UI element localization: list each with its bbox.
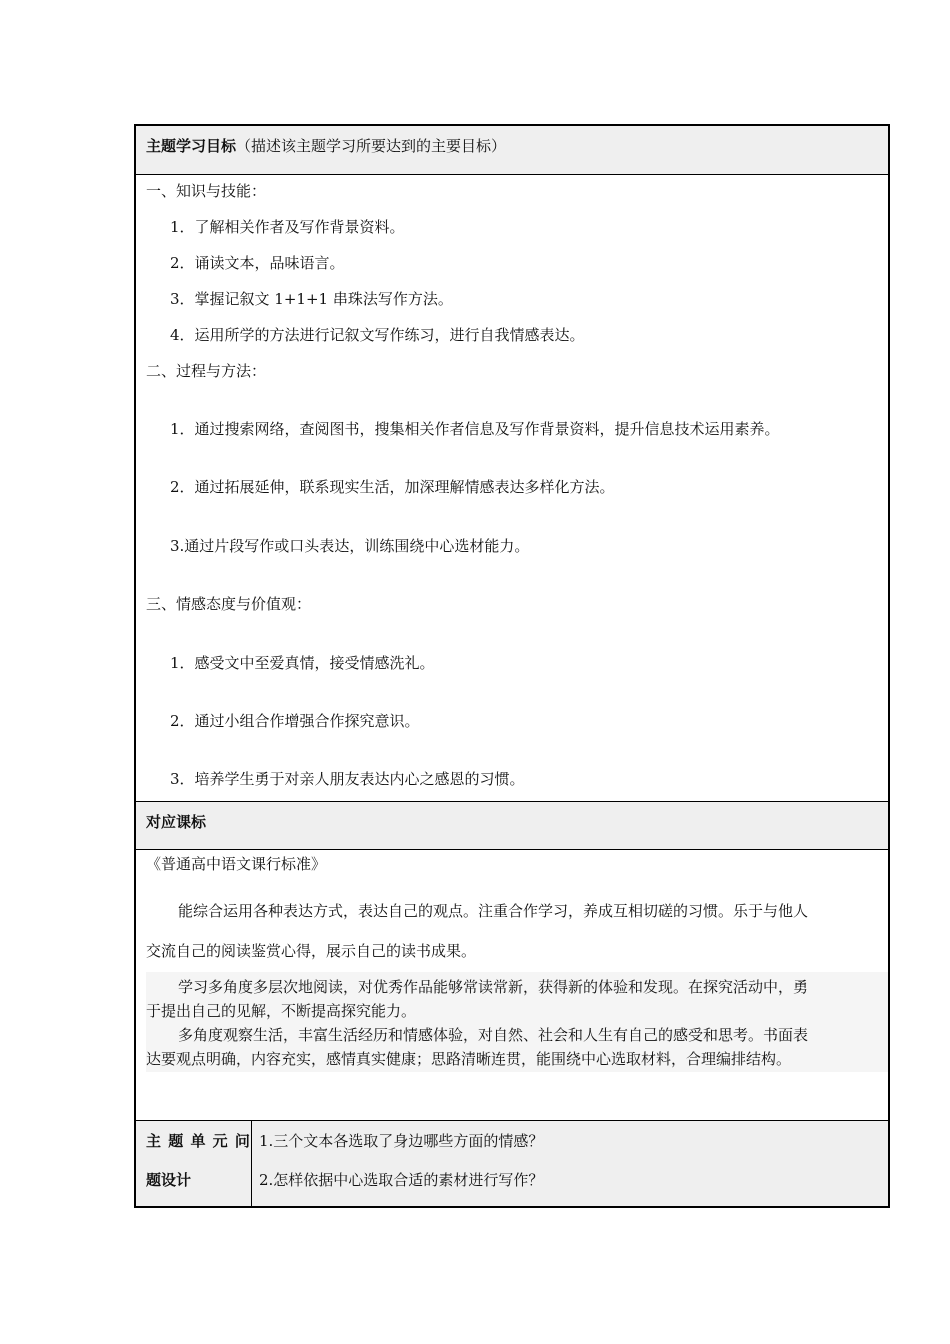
section2-item-3: 3.通过片段写作或口头表达，训练围绕中心选材能力。 bbox=[170, 537, 530, 555]
standards-para2-line1: 学习多角度多层次地阅读，对优秀作品能够常读常新，获得新的体验和发现。在探究活动中，勇 bbox=[178, 978, 809, 996]
section1-item-2: 2．诵读文本，品味语言。 bbox=[170, 254, 345, 272]
section2-item-2: 2．通过拓展延伸，联系现实生活，加深理解情感表达多样化方法。 bbox=[170, 478, 615, 496]
question-item-2: 2.怎样依据中心选取合适的素材进行写作？ bbox=[259, 1171, 544, 1189]
section3-item-2: 2．通过小组合作增强合作探究意识。 bbox=[170, 712, 420, 730]
questions-divider bbox=[251, 1121, 252, 1206]
section2-item-1: 1．通过搜索网络，查阅图书，搜集相关作者信息及写作背景资料，提升信息技术运用素养。 bbox=[170, 420, 780, 438]
questions-label-line2: 题设计 bbox=[146, 1171, 192, 1189]
section1-item-4: 4．运用所学的方法进行记叙文写作练习，进行自我情感表达。 bbox=[170, 326, 585, 344]
questions-label-line1: 主 题 单 元 问 bbox=[146, 1132, 251, 1150]
standards-header bbox=[136, 801, 888, 850]
section3-item-3: 3．培养学生勇于对亲人朋友表达内心之感恩的习惯。 bbox=[170, 770, 525, 788]
standards-book-title: 《普通高中语文课行标准》 bbox=[146, 855, 327, 873]
section1-item-1: 1．了解相关作者及写作背景资料。 bbox=[170, 218, 405, 236]
lesson-plan-table bbox=[134, 124, 890, 1208]
question-item-1: 1.三个文本各选取了身边哪些方面的情感？ bbox=[259, 1132, 544, 1150]
standards-para2-line2: 于提出自己的见解，不断提高探究能力。 bbox=[146, 1002, 417, 1020]
section1-title: 一、知识与技能： bbox=[146, 182, 267, 200]
section3-title: 三、情感态度与价值观： bbox=[146, 595, 312, 613]
objectives-header bbox=[136, 126, 888, 175]
standards-para1-line1: 能综合运用各种表达方式，表达自己的观点。注重合作学习，养成互相切磋的习惯。乐于与他人 bbox=[178, 902, 809, 920]
section2-title: 二、过程与方法： bbox=[146, 362, 267, 380]
questions-section bbox=[136, 1120, 888, 1206]
standards-para1-line2: 交流自己的阅读鉴赏心得，展示自己的读书成果。 bbox=[146, 942, 477, 960]
objectives-header-note: （描述该主题学习所要达到的主要目标） bbox=[236, 137, 507, 155]
section3-item-1: 1．感受文中至爱真情，接受情感洗礼。 bbox=[170, 654, 435, 672]
standards-para3-line2: 达要观点明确，内容充实，感情真实健康；思路清晰连贯，能围绕中心选取材料，合理编排结构。 bbox=[146, 1050, 792, 1068]
standards-header-title: 对应课标 bbox=[146, 813, 207, 831]
section1-item-3: 3．掌握记叙文 1+1+1 串珠法写作方法。 bbox=[170, 290, 453, 308]
objectives-header-title: 主题学习目标 bbox=[146, 137, 237, 155]
standards-para3-line1: 多角度观察生活，丰富生活经历和情感体验，对自然、社会和人生有自己的感受和思考。书面表 bbox=[178, 1026, 809, 1044]
